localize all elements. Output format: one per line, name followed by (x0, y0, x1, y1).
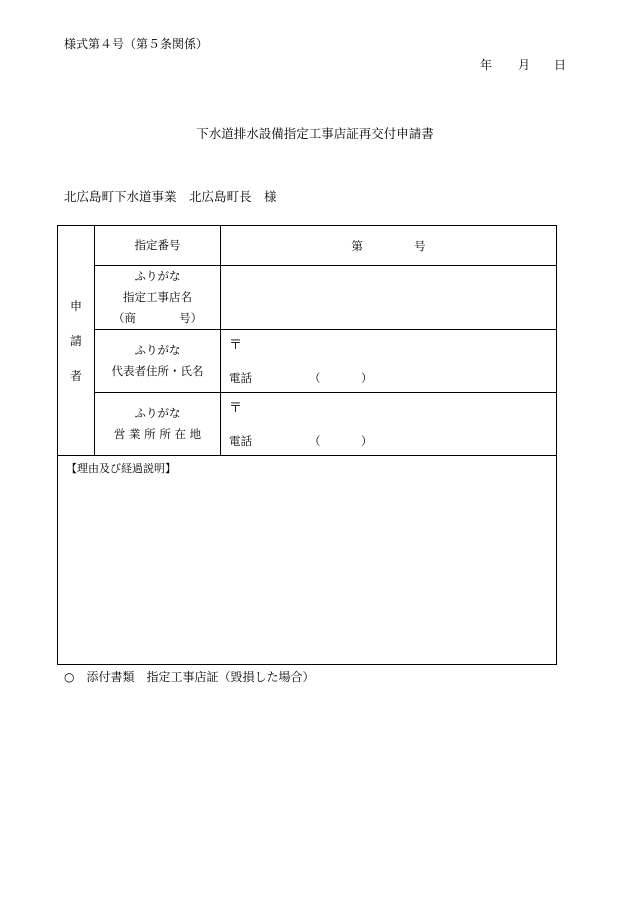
reason-row (58, 456, 557, 665)
applicant-side-char-1: 申 (69, 299, 82, 313)
office-furigana: ふりがな (134, 406, 181, 420)
shop-name-furigana: ふりがな (134, 269, 181, 283)
office-label: 営 業 所 所 在 地 (113, 427, 202, 441)
office-label-cell (95, 393, 221, 456)
applicant-side-char-2: 請 (69, 334, 82, 348)
applicant-side-cell (58, 226, 95, 456)
designation-number-suffix: 号 (414, 238, 426, 253)
office-field[interactable] (221, 393, 557, 456)
representative-row (58, 330, 557, 393)
representative-phone-close: ） (361, 371, 373, 385)
shop-name-field[interactable] (221, 266, 557, 330)
representative-label-cell (95, 330, 221, 393)
shop-name-label-cell (95, 266, 221, 330)
designation-number-prefix: 第 (351, 238, 363, 253)
date-month-label: 月 (518, 58, 531, 72)
office-phone (229, 433, 373, 449)
shop-name-sublabel: （商 号） (112, 311, 203, 325)
reason-field[interactable] (58, 456, 557, 665)
shop-name-row (58, 266, 557, 330)
designation-number-field[interactable] (221, 226, 557, 266)
representative-phone (229, 370, 373, 386)
office-postal-mark: 〒 (229, 401, 243, 416)
representative-postal-mark: 〒 (229, 338, 243, 353)
attachment-note: ○ 添付書類 指定工事店証（毀損した場合） (64, 670, 315, 684)
date-day-label: 日 (554, 58, 567, 72)
representative-phone-label: 電話 (229, 371, 252, 385)
designation-number-label: 指定番号 (95, 226, 221, 266)
office-phone-open: （ (309, 434, 321, 448)
application-form-table (57, 225, 557, 665)
addressee: 北広島町下水道事業 北広島町長 様 (64, 189, 277, 204)
date-year-label: 年 (480, 58, 493, 72)
document-title: 下水道排水設備指定工事店証再交付申請書 (196, 126, 434, 141)
reason-label: 【理由及び経過説明】 (66, 462, 176, 475)
representative-phone-open: （ (309, 371, 321, 385)
designation-number-row (58, 226, 557, 266)
representative-furigana: ふりがな (134, 343, 181, 357)
office-phone-label: 電話 (229, 434, 252, 448)
applicant-side-char-3: 者 (69, 369, 82, 383)
form-number: 様式第４号（第５条関係） (64, 37, 209, 51)
representative-field[interactable] (221, 330, 557, 393)
office-phone-close: ） (361, 434, 373, 448)
representative-label: 代表者住所・氏名 (111, 364, 204, 378)
shop-name-label: 指定工事店名 (123, 290, 192, 304)
office-row (58, 393, 557, 456)
